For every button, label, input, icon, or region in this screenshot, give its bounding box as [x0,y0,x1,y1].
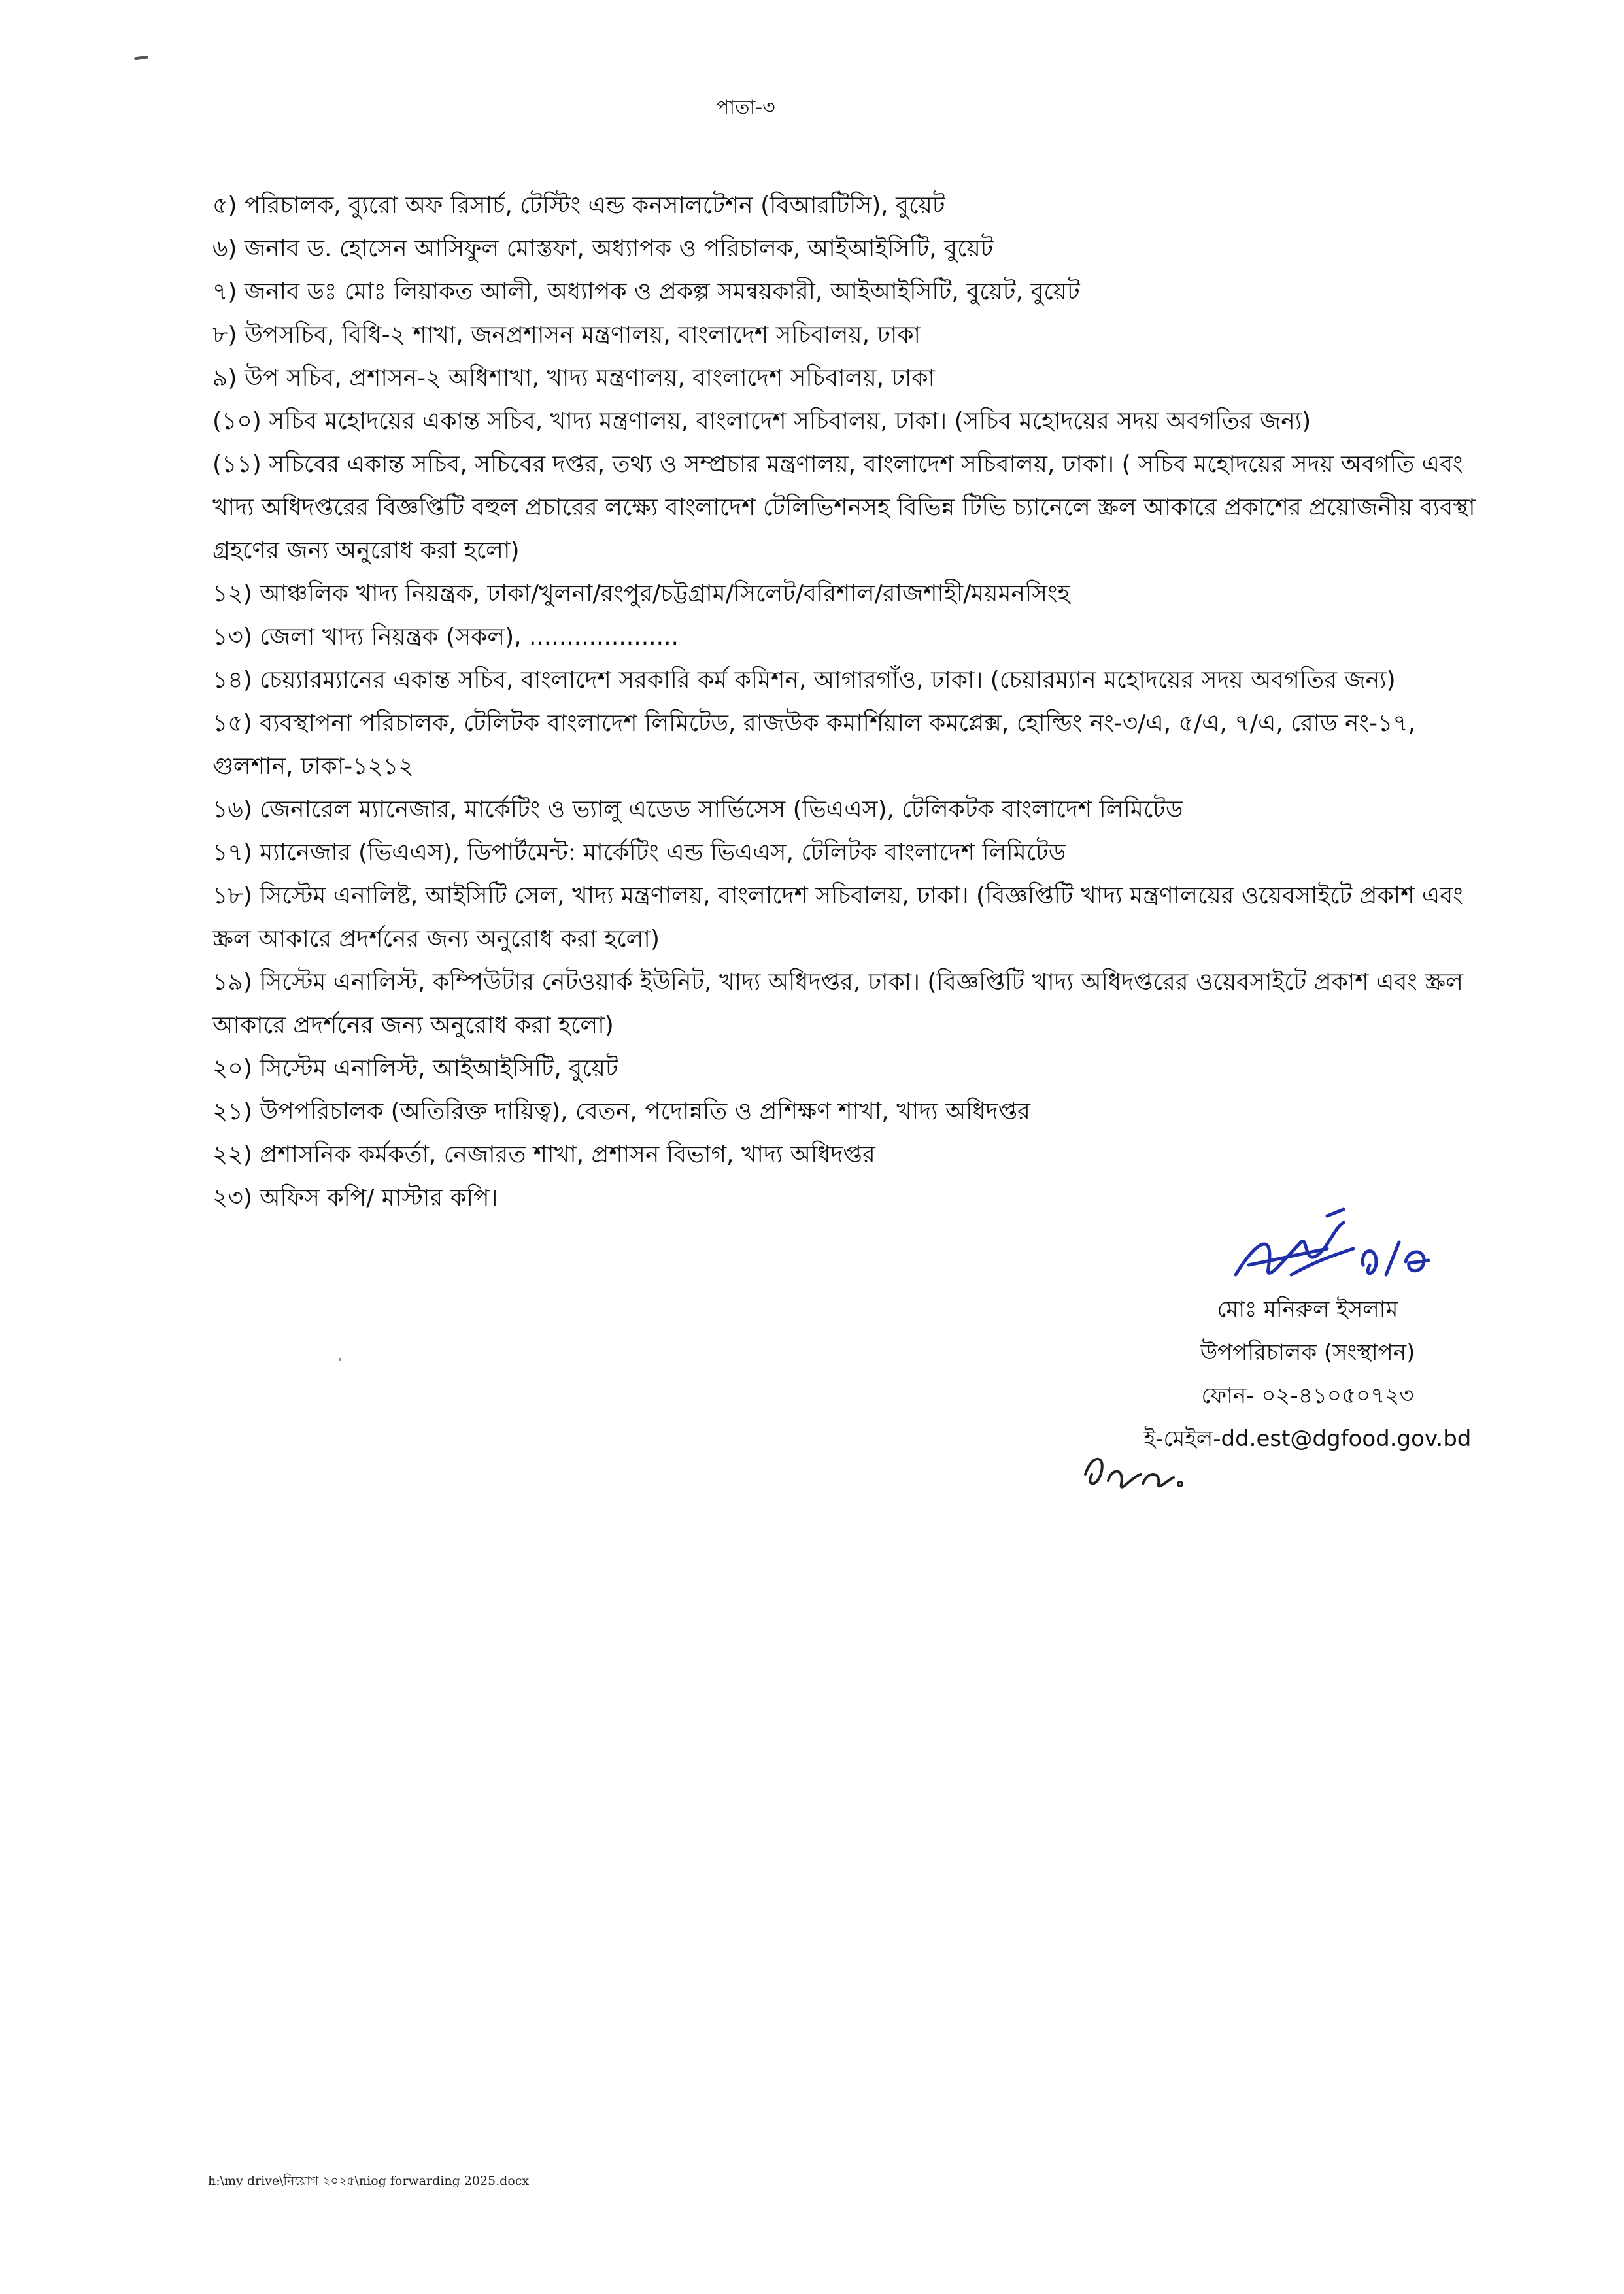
scan-artifact [134,55,148,60]
signatory-email: ই-মেইল-dd.est@dgfood.gov.bd [1143,1426,1472,1452]
distribution-item: ১২) আঞ্চলিক খাদ্য নিয়ন্ত্রক, ঢাকা/খুলনা/রংপুর/চট্টগ্রাম/সিলেট/বরিশাল/রাজশাহী/ময়মনসিংহ [212,581,1070,607]
distribution-item: ৮) উপসচিব, বিধি-২ শাখা, জনপ্রশাসন মন্ত্রণালয়, বাংলাদেশ সচিবালয়, ঢাকা [212,322,921,348]
scan-speck [339,1358,341,1361]
signatory-designation: উপপরিচালক (সংস্থাপন) [1200,1340,1415,1366]
distribution-item: ৭) জনাব ডঃ মোঃ লিয়াকত আলী, অধ্যাপক ও প্রকল্প সমন্বয়কারী, আইআইসিটি, বুয়েট, বুয়েট [212,278,1080,305]
distribution-item: ২৩) অফিস কপি/ মাস্টার কপি। [212,1185,498,1211]
handwritten-initials [1079,1448,1190,1500]
distribution-item: (১০) সচিব মহোদয়ের একান্ত সচিব, খাদ্য মন্ত্রণালয়, বাংলাদেশ সচিবালয়, ঢাকা। (সচিব মহোদয়ের সদয় অবগতির জন্য) [212,408,1311,435]
distribution-item: ৫) পরিচালক, ব্যুরো অফ রিসার্চ, টেস্টিং এন্ড কনসালটেশন (বিআরটিসি), বুয়েট [212,192,945,219]
distribution-item: ১৭) ম্যানেজার (ভিএএস), ডিপার্টমেন্ট: মার্কেটিং এন্ড ভিএএস, টেলিটক বাংলাদেশ লিমিটেড [212,839,1066,866]
signatory-name: মোঃ মনিরুল ইসলাম [1217,1296,1398,1323]
distribution-item: ১৬) জেনারেল ম্যানেজার, মার্কেটিং ও ভ্যালু এডেড সার্ভিসেস (ভিএএস), টেলিকটক বাংলাদেশ লিমিটেড [212,796,1183,823]
distribution-item: ২০) সিস্টেম এনালিস্ট, আইআইসিটি, বুয়েট [212,1055,618,1082]
signature-scribble [1229,1203,1445,1294]
distribution-item: ১৯) সিস্টেম এনালিস্ট, কম্পিউটার নেটওয়ার্ক ইউনিট, খাদ্য অধিদপ্তর, ঢাকা। (বিজ্ঞপ্তিটি খাদ্য অধিদপ্তরের ওয়েবসাইটে প্রকাশ এবং স্ক্রল আকারে প্রদর্শনের জন্য অনুরোধ করা হলো) [212,969,1464,1039]
distribution-item: ২২) প্রশাসনিক কর্মকর্তা, নেজারত শাখা, প্রশাসন বিভাগ, খাদ্য অধিদপ্তর [212,1141,875,1168]
footer-file-path: h:\my drive\নিয়োগ ২০২৫\niog forwarding 2025.docx [208,2174,530,2188]
distribution-list [212,184,1487,1220]
page-number: পাতা-৩ [716,96,775,119]
signature-block [1125,1288,1491,1460]
distribution-item: ৬) জনাব ড. হোসেন আসিফুল মোস্তফা, অধ্যাপক ও পরিচালক, আইআইসিটি, বুয়েট [212,235,994,262]
distribution-item: (১১) সচিবের একান্ত সচিব, সচিবের দপ্তর, তথ্য ও সম্প্রচার মন্ত্রণালয়, বাংলাদেশ সচিবালয়, ঢাকা। ( সচিব মহোদয়ের সদয় অবগতি এবং খাদ্য অধিদপ্তরের বিজ্ঞপ্তিটি বহুল প্রচারের লক্ষ্যে বাংলাদেশ টেলিভিশনসহ বিভিন্ন টিভি চ্যানেলে স্ক্রল আকারে প্রকাশের প্রয়োজনীয় ব্যবস্থা গ্রহণের জন্য অনুরোধ করা হলো) [212,451,1476,564]
distribution-item: ১৫) ব্যবস্থাপনা পরিচালক, টেলিটক বাংলাদেশ লিমিটেড, রাজউক কমার্শিয়াল কমপ্লেক্স, হোল্ডিং নং-৩/এ, ৫/এ, ৭/এ, রোড নং-১৭, গুলশান, ঢাকা-১২১২ [212,710,1416,780]
distribution-item: ২১) উপপরিচালক (অতিরিক্ত দায়িত্ব), বেতন, পদোন্নতি ও প্রশিক্ষণ শাখা, খাদ্য অধিদপ্তর [212,1098,1030,1125]
distribution-item: ১৮) সিস্টেম এনালিষ্ট, আইসিটি সেল, খাদ্য মন্ত্রণালয়, বাংলাদেশ সচিবালয়, ঢাকা। (বিজ্ঞপ্তিটি খাদ্য মন্ত্রণালয়ের ওয়েবসাইটে প্রকাশ এবং স্ক্রল আকারে প্রদর্শনের জন্য অনুরোধ করা হলো) [212,883,1463,953]
distribution-item: ৯) উপ সচিব, প্রশাসন-২ অধিশাখা, খাদ্য মন্ত্রণালয়, বাংলাদেশ সচিবালয়, ঢাকা [212,365,935,392]
signatory-phone: ফোন- ০২-৪১০৫০৭২৩ [1201,1383,1414,1409]
distribution-item: ১৪) চেয়্যারম্যানের একান্ত সচিব, বাংলাদেশ সরকারি কর্ম কমিশন, আগারগাঁও, ঢাকা। (চেয়ারম্যান মহোদয়ের সদয় অবগতির জন্য) [212,667,1396,694]
distribution-item: ১৩) জেলা খাদ্য নিয়ন্ত্রক (সকল), .................... [212,624,679,650]
